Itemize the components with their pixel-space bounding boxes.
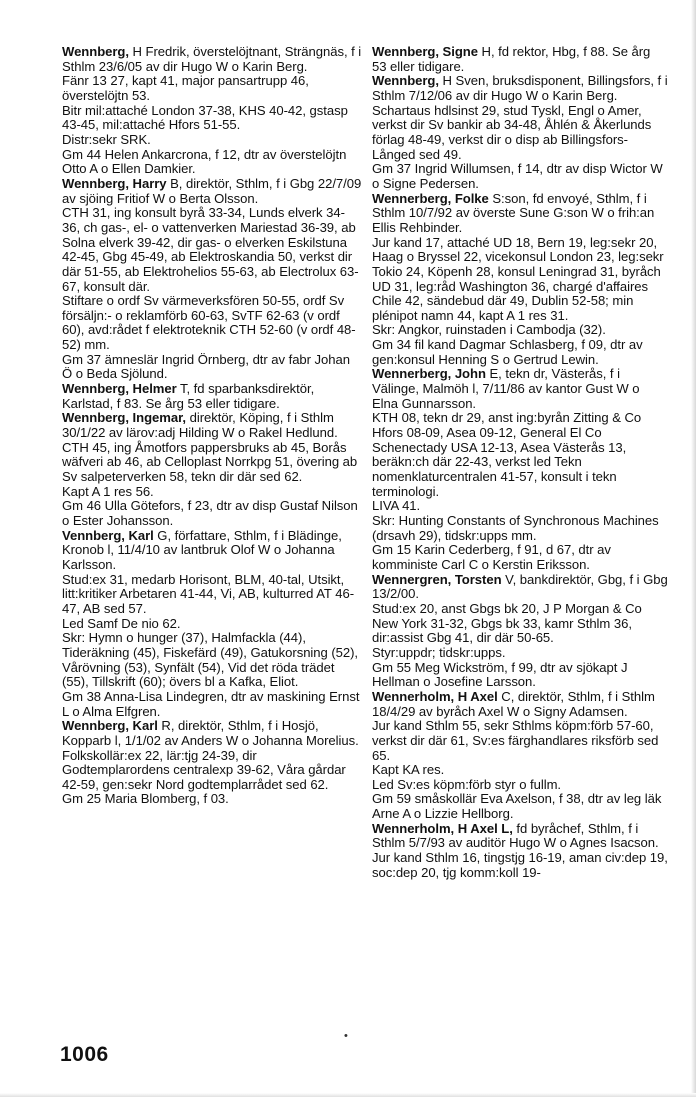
entry-line [62, 206, 362, 294]
entry-text: Gm 15 Karin Cederberg, f 91, d 67, dtr av komministe Carl C o Kerstin Eriksson. [372, 542, 611, 572]
entry-text: R, direktör, Sthlm, f i Hosjö, Kopparb l, 1/1/02 av Anders W o Johanna Morelius. [62, 718, 359, 748]
entry-line [62, 617, 362, 632]
entry-line [372, 514, 668, 543]
entry-line [372, 543, 668, 572]
entry-name: Wennerberg, John [372, 366, 486, 382]
entry-line [62, 294, 362, 353]
entry-name: Wennergren, Torsten [372, 571, 502, 587]
entry-text: Led Sv:es köpm:förb styr o fullm. [372, 776, 562, 792]
entry-text: Stud:ex 31, medarb Horisont, BLM, 40-tal, Utsikt, litt:kritiker Arbetaren 41-44, Vi, AB, kulturred AT 46-47, AB sed 57. [62, 571, 354, 616]
entry-line [62, 499, 362, 528]
entry [62, 45, 362, 177]
entry-line [62, 792, 362, 807]
entry-text: C, direktör, Sthlm, f i Sthlm 18/4/29 av byråch Axel W o Signy Adamsen. [372, 688, 655, 719]
entry [372, 573, 668, 690]
entry-name: Wennberg, Signe [372, 44, 478, 59]
entry-text: G, författare, Sthlm, f i Blädinge, Kronob l, 11/4/10 av lantbruk Olof W o Johanna Karlsson. [62, 527, 342, 572]
entry-heading-line [62, 529, 362, 573]
entry-name: Vennberg, Karl [62, 527, 154, 543]
entry-text: Gm 55 Meg Wickström, f 99, dtr av sjökapt J Hellman o Josefine Larsson. [372, 659, 628, 690]
entry-text: Stiftare o ordf Sv värmeverksfören 50-55, ordf Sv försäljn:- o reklamförb 60-63, SvTF 62-63 (v ordf 60), avd:rådet f elektroteknik CTH 52-60 (v ordf 48-52) mm. [62, 293, 356, 353]
entry-text: Gm 59 småskollär Eva Axelson, f 38, dtr av leg läk Arne A o Lizzie Hellborg. [372, 791, 662, 822]
entry-text: Gm 44 Helen Ankarcrona, f 12, dtr av överstelöjtn Otto A o Ellen Damkier. [62, 146, 347, 177]
entry-text: Skr: Angkor, ruinstaden i Cambodja (32). [372, 322, 606, 338]
entry-name: Wennberg, Ingemar, [62, 410, 187, 426]
entry-line [372, 338, 668, 367]
page-bottom-edge [0, 1093, 696, 1097]
entry [62, 177, 362, 382]
entry-name: Wennberg, [372, 73, 439, 89]
entry [62, 529, 362, 720]
entry-line [372, 792, 668, 821]
entry [372, 822, 668, 881]
entry-line [372, 104, 668, 163]
entry-text: Gm 38 Anna-Lisa Lindegren, dtr av maskining Ernst L o Alma Elfgren. [62, 688, 360, 719]
entry-text: S:son, fd envoyé, Sthlm, f i Sthlm 10/7/92 av överste Sune G:son W o frih:an Ellis Rehbinder. [372, 190, 655, 235]
entry-text: Kapt A 1 res 56. [62, 483, 154, 499]
entry-name: Wennerholm, H Axel L, [372, 820, 513, 836]
entry-text: Bitr mil:attaché London 37-38, KHS 40-42, gstasp 43-45, mil:attaché Hfors 51-55. [62, 102, 348, 133]
page-edge-shadow [691, 0, 696, 1097]
entry [62, 411, 362, 528]
entry-line [62, 104, 362, 133]
entry-text: E, tekn dr, Västerås, f i Välinge, Malmöh l, 7/11/86 av kantor Gust W o Elna Gunnarsson. [372, 366, 640, 411]
entry-line [372, 411, 668, 499]
entry-name: Wennberg, Harry [62, 175, 167, 191]
entry-text: Gm 25 Maria Blomberg, f 03. [62, 791, 229, 807]
entry-text: Folkskollär:ex 22, lär:tjg 24-39, dir Godtemplarordens centralexp 39-62, Våra gårdar 42-59, gen:sekr Nord godtemplarrådet sed 62. [62, 747, 346, 792]
entry-text: Schartaus hdlsinst 29, stud Tyskl, Engl o Amer, verkst dir Sv bankir ab 34-48, Åhlén & Åkerlunds förlag 48-49, verkst dir o disp ab Billingsfors-Långed sed 49. [372, 102, 652, 162]
entry-text: Gm 46 Ulla Götefors, f 23, dtr av disp Gustaf Nilson o Ester Johansson. [62, 498, 358, 528]
entry-heading-line [372, 74, 668, 103]
entry-heading-line [372, 367, 668, 411]
entry-text: Jur kand Sthlm 16, tingstjg 16-19, aman civ:dep 19, soc:dep 20, tjg komm:koll 19- [372, 850, 668, 880]
entry-line [372, 851, 668, 880]
page-number: 1006 [60, 1043, 109, 1066]
entry-heading-line [62, 411, 362, 440]
entry-text: T, fd sparbanksdirektör, Karlstad, f 83. Se årg 53 eller tidigare. [62, 381, 315, 411]
entry-line [62, 148, 362, 177]
entry-text: LIVA 41. [372, 498, 421, 514]
entry-line [62, 573, 362, 617]
entry-heading-line [62, 177, 362, 206]
entry-text: Kapt KA res. [372, 762, 445, 778]
entry-name: Wennerberg, Folke [372, 190, 489, 206]
entry-line [62, 441, 362, 485]
entry [372, 690, 668, 822]
entry-name: Wennberg, Helmer [62, 381, 177, 397]
right-column [372, 45, 668, 880]
entry-text: V, bankdirektör, Gbg, f i Gbg 13/2/00. [372, 571, 668, 602]
entry-line [372, 602, 668, 646]
entry-heading-line [372, 45, 668, 74]
entry-text: Gm 37 ämneslär Ingrid Örnberg, dtr av fabr Johan Ö o Beda Sjölund. [62, 351, 350, 382]
entry [372, 367, 668, 572]
entry-line [372, 323, 668, 338]
entry-text: KTH 08, tekn dr 29, anst ing:byrån Zitting & Co Hfors 08-09, Asea 09-12, General El Co Schenectady USA 12-13, Asea Västerås 13, beräkn:ch där 22-43, verkst led Tekn nomenklaturcentralen 41-57, konsult i tekn terminologi. [372, 410, 642, 499]
entry-line [62, 485, 362, 500]
entry-line [372, 778, 668, 793]
entry-heading-line [62, 719, 362, 748]
stray-mark: • [344, 1030, 348, 1042]
entry [62, 382, 362, 411]
entry-text: Fänr 13 27, kapt 41, major pansartrupp 46, överstelöjtn 53. [62, 73, 309, 103]
entry-text: Gm 37 Ingrid Willumsen, f 14, dtr av disp Wictor W o Signe Pedersen. [372, 161, 663, 191]
entry-heading-line [372, 573, 668, 602]
entry-line [372, 646, 668, 661]
entry [62, 719, 362, 807]
entry-text: CTH 45, ing Åmotfors pappersbruks ab 45, Borås wäfveri ab 46, ab Celloplast Norrkpg 51, övering ab Sv salpeterverken 58, tekn dir där sed 62. [62, 439, 358, 485]
left-column [62, 45, 362, 807]
entry-heading-line [372, 690, 668, 719]
entry-text: H, fd rektor, Hbg, f 88. Se årg 53 eller tidigare. [372, 44, 651, 74]
entry-text: fd byråchef, Sthlm, f i Sthlm 5/7/93 av auditör Hugo W o Agnes Isacson. [372, 820, 659, 851]
entry-text: Distr:sekr SRK. [62, 131, 151, 147]
entry-line [372, 719, 668, 763]
entry-text: CTH 31, ing konsult byrå 33-34, Lunds elverk 34-36, ch gas-, el- o vattenverken Mariestad 36-39, ab Solna elverk 39-42, dir gas- o elverken Eskilstuna 42-45, Gbg 45-49, ab Elektroskandia 50, verkst dir där 51-55, ab Elektrohelios 55-63, ab Electrolux 63-67, konsult där. [62, 205, 359, 294]
entry-name: Wennberg, Karl [62, 718, 158, 734]
entry-heading-line [372, 192, 668, 236]
entry-text: Skr: Hunting Constants of Synchronous Machines (drsavh 29), tidskr:upps mm. [372, 513, 659, 543]
entry-line [372, 236, 668, 324]
entry-text: H Sven, bruksdisponent, Billingsfors, f i Sthlm 7/12/06 av dir Hugo W o Karin Berg. [372, 73, 668, 103]
entry-text: Skr: Hymn o hunger (37), Halmfackla (44), Tideräkning (45), Fiskefärd (49), Gatukorsning (52), Vårövning (53), Synfält (54), Vid det röda trädet (55), Tillskrift (60); övers bl a Kafka, Eliot. [62, 630, 359, 690]
entry-heading-line [62, 45, 362, 74]
entry-text: direktör, Köping, f i Sthlm 30/1/22 av lärov:adj Hilding W o Rakel Hedlund. [62, 410, 338, 441]
entry-line [62, 631, 362, 690]
entry-text: B, direktör, Sthlm, f i Gbg 22/7/09 av sjöing Fritiof W o Berta Olsson. [62, 175, 362, 206]
entry-line [372, 661, 668, 690]
entry-text: Stud:ex 20, anst Gbgs bk 20, J P Morgan & Co New York 31-32, Gbgs bk 33, kamr Sthlm 36, dir:assist Gbg 41, dir där 50-65. [372, 600, 642, 646]
entry-line [372, 763, 668, 778]
entry [372, 74, 668, 191]
entry-text: Led Samf De nio 62. [62, 615, 181, 631]
entry-line [372, 162, 668, 191]
entry [372, 45, 668, 74]
entry-line [62, 749, 362, 793]
entry-name: Wennberg, [62, 44, 129, 59]
entry-line [62, 133, 362, 148]
entry-line [62, 690, 362, 719]
entry-heading-line [62, 382, 362, 411]
entry-text: H Fredrik, överstelöjtnant, Strängnäs, f i Sthlm 23/6/05 av dir Hugo W o Karin Berg. [62, 44, 362, 74]
entry-text: Gm 34 fil kand Dagmar Schlasberg, f 09, dtr av gen:konsul Henning S o Gertrud Lewin. [372, 337, 643, 367]
entry-heading-line [372, 822, 668, 851]
entry-line [62, 74, 362, 103]
entry-text: Styr:uppdr; tidskr:upps. [372, 644, 506, 660]
entry-line [372, 499, 668, 514]
entry [372, 192, 668, 368]
entry-text: Jur kand 17, attaché UD 18, Bern 19, leg:sekr 20, Haag o Bryssel 22, vicekonsul London 23, leg:sekr Tokio 24, Köpenh 28, konsul Leningrad 31, byråch UD 31, leg:råd Washington 36, chargé d'affaires Chile 42, sändebud där 49, Dublin 52-58; min plénipot namn 44, kapt A 1 res 31. [372, 234, 664, 323]
entry-text: Jur kand Sthlm 55, sekr Sthlms köpm:förb 57-60, verkst dir där 61, Sv:es färghandlares riksförb sed 65. [372, 718, 659, 763]
entry-name: Wennerholm, H Axel [372, 688, 498, 704]
entry-line [62, 353, 362, 382]
